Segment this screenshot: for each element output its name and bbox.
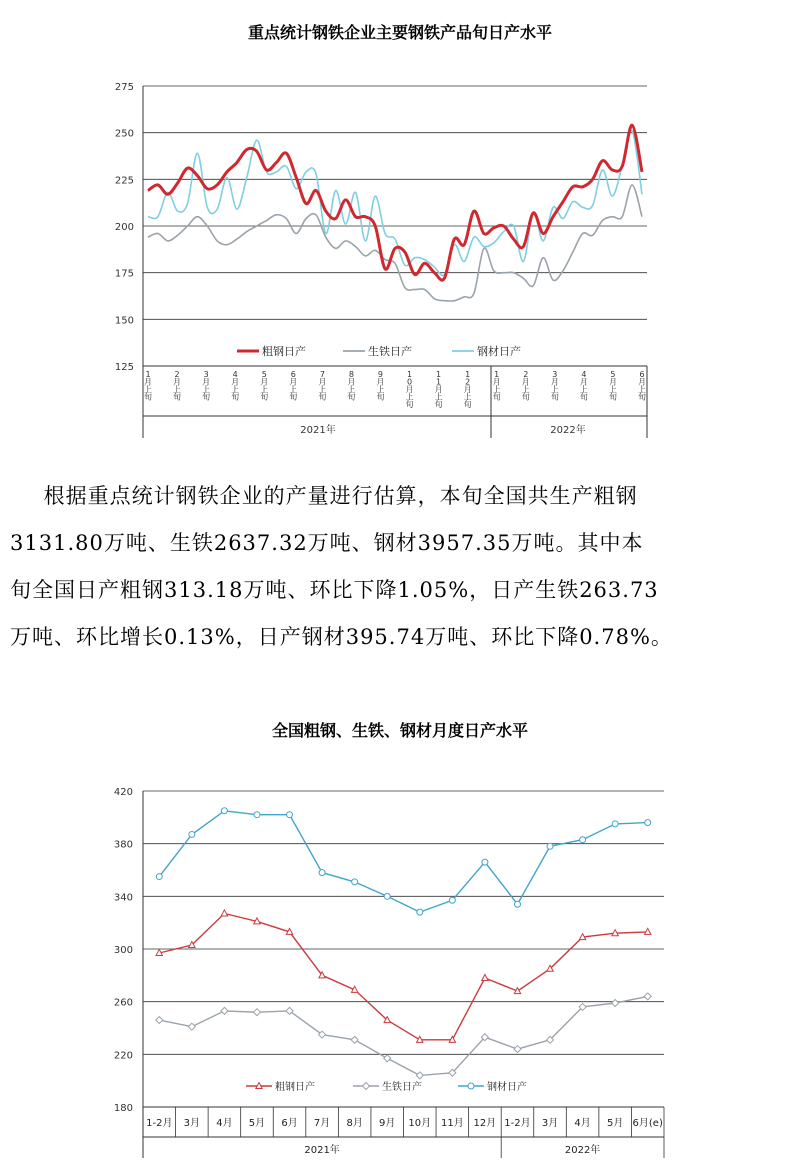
x-tick-label: 旬 <box>144 392 152 402</box>
data-point <box>482 859 488 865</box>
x-tick-label: 6 <box>290 370 296 379</box>
x-tick-label: 上 <box>434 392 443 402</box>
x-tick-label: 4月 <box>574 1118 591 1129</box>
x-tick-label: 7 <box>319 370 325 379</box>
y-tick-label: 125 <box>114 362 134 373</box>
x-tick-label: 月 <box>376 377 385 387</box>
year-label: 2022年 <box>550 425 586 436</box>
legend-label: 钢材日产 <box>487 1082 527 1093</box>
x-tick-label: 12月 <box>473 1118 497 1129</box>
x-tick-label: 旬 <box>376 392 385 402</box>
x-tick-label: 2 <box>523 370 529 379</box>
data-point <box>547 843 553 849</box>
x-tick-label: 6 <box>639 370 645 379</box>
x-tick-label: 2 <box>174 370 180 379</box>
x-tick-label: 旬 <box>231 392 240 402</box>
x-tick-label: 上 <box>463 392 472 402</box>
x-tick-label: 上 <box>347 385 356 394</box>
year-label: 2021年 <box>300 425 336 436</box>
x-tick-label: 11月 <box>440 1118 464 1129</box>
legend-label: 粗钢日产 <box>275 1082 315 1093</box>
x-tick-label: 月 <box>202 377 211 387</box>
x-tick-label: 上 <box>144 385 152 394</box>
y-tick-label: 380 <box>113 839 133 851</box>
paragraph-line: 万吨、环比增长0.13%，日产钢材395.74万吨、环比下降0.78%。 <box>10 625 673 649</box>
x-tick-label: 旬 <box>463 400 472 409</box>
y-tick-label: 175 <box>114 268 134 280</box>
y-tick-label: 250 <box>114 128 134 140</box>
x-tick-label: 4月 <box>216 1118 233 1129</box>
y-tick-label: 340 <box>113 892 133 904</box>
x-tick-label: 9 <box>377 370 384 379</box>
x-tick-label: 月 <box>550 377 559 387</box>
x-tick-label: 上 <box>492 385 501 394</box>
x-tick-label: 3月 <box>541 1118 559 1129</box>
x-tick-label: 旬 <box>289 392 298 402</box>
data-point <box>612 999 619 1006</box>
x-tick-label: 6月(e) <box>632 1118 663 1129</box>
y-tick-label: 200 <box>114 222 134 233</box>
y-tick-label: 180 <box>113 1103 133 1114</box>
x-tick-label: 月 <box>347 377 356 387</box>
x-tick-label: 1 <box>406 370 413 379</box>
data-point <box>449 897 455 903</box>
data-point <box>645 820 651 826</box>
x-tick-label: 7月 <box>313 1118 331 1129</box>
data-point <box>352 879 358 885</box>
x-tick-label: 月 <box>318 377 327 387</box>
x-tick-label: 月 <box>173 377 182 387</box>
x-tick-label: 旬 <box>550 392 559 402</box>
x-tick-label: 1 <box>436 370 442 379</box>
x-tick-label: 上 <box>550 385 559 394</box>
y-tick-label: 225 <box>114 175 134 187</box>
x-tick-label: 月 <box>492 377 501 387</box>
data-point <box>514 1046 521 1053</box>
y-tick-label: 150 <box>114 315 134 327</box>
x-tick-label: 旬 <box>260 392 269 402</box>
x-tick-label: 旬 <box>608 392 617 402</box>
x-tick-label: 旬 <box>492 392 501 402</box>
data-point <box>156 1017 163 1024</box>
x-tick-label: 上 <box>318 385 327 394</box>
x-tick-label: 月 <box>638 377 647 387</box>
x-tick-label: 旬 <box>521 392 530 402</box>
legend-label: 粗钢日产 <box>262 345 306 358</box>
x-tick-label: 2 <box>465 377 471 387</box>
x-tick-label: 旬 <box>638 392 647 402</box>
data-point <box>580 837 586 843</box>
x-tick-label: 5月 <box>606 1118 624 1129</box>
series-line-0 <box>159 914 647 1040</box>
x-tick-label: 月 <box>144 377 152 387</box>
data-point <box>417 909 423 915</box>
x-tick-label: 1 <box>465 370 471 379</box>
x-tick-label: 1 <box>436 377 442 387</box>
x-tick-label: 0 <box>406 377 413 387</box>
legend-label: 生铁日产 <box>382 1082 422 1093</box>
data-point <box>514 901 520 907</box>
legend-marker <box>363 1083 370 1090</box>
x-tick-label: 8月 <box>346 1118 363 1129</box>
x-tick-label: 月 <box>579 377 588 387</box>
x-tick-label: 8 <box>348 370 354 379</box>
x-tick-label: 旬 <box>579 392 588 402</box>
data-point <box>189 831 195 837</box>
x-tick-label: 上 <box>579 385 588 394</box>
series-line-2 <box>159 811 647 912</box>
paragraph-line: 3131.80万吨、生铁2637.32万吨、钢材3957.35万吨。其中本 <box>10 531 644 555</box>
data-point <box>188 1023 195 1030</box>
data-point <box>416 1072 423 1079</box>
x-tick-label: 5 <box>610 370 616 379</box>
x-tick-label: 10月 <box>408 1118 432 1129</box>
x-tick-label: 1 <box>494 370 500 379</box>
legend-label: 钢材日产 <box>477 345 521 358</box>
x-tick-label: 1-2月 <box>504 1118 531 1129</box>
x-tick-label: 上 <box>173 385 182 394</box>
x-tick-label: 3 <box>203 370 209 379</box>
x-tick-label: 旬 <box>202 392 211 402</box>
x-tick-label: 6月 <box>281 1118 298 1129</box>
x-tick-label: 旬 <box>318 392 327 402</box>
x-tick-label: 上 <box>376 385 385 394</box>
legend-label: 生铁日产 <box>368 345 412 358</box>
y-tick-label: 420 <box>113 787 133 798</box>
data-point <box>351 1036 358 1043</box>
data-point <box>612 821 618 827</box>
data-point <box>156 874 162 880</box>
x-tick-label: 上 <box>638 385 647 394</box>
legend-marker <box>468 1083 474 1089</box>
x-tick-label: 旬 <box>347 392 356 402</box>
x-tick-label: 上 <box>289 385 298 394</box>
data-point <box>384 1055 391 1062</box>
y-tick-label: 300 <box>113 945 133 956</box>
data-point <box>644 993 651 1000</box>
chart2-title: 全国粗钢、生铁、钢材月度日产水平 <box>271 721 528 740</box>
year-label: 2022年 <box>564 1145 601 1156</box>
paragraph-line: 旬全国日产粗钢313.18万吨、环比下降1.05%，日产生铁263.73 <box>10 578 659 602</box>
x-tick-label: 旬 <box>173 392 182 402</box>
x-tick-label: 月 <box>434 385 443 394</box>
year-label: 2021年 <box>304 1145 340 1156</box>
x-tick-label: 5月 <box>248 1118 266 1129</box>
x-tick-label: 月 <box>521 377 530 387</box>
x-tick-label: 月 <box>231 377 240 387</box>
chart1-title: 重点统计钢铁企业主要钢铁产品旬日产水平 <box>247 23 552 42</box>
y-tick-label: 220 <box>113 1050 133 1062</box>
x-tick-label: 3 <box>552 370 558 379</box>
data-point <box>287 812 293 818</box>
series-line-1 <box>159 996 647 1075</box>
x-tick-label: 上 <box>202 385 211 394</box>
y-tick-label: 275 <box>114 82 134 93</box>
y-tick-label: 260 <box>113 997 133 1009</box>
x-tick-label: 1-2月 <box>146 1118 173 1129</box>
x-tick-label: 3月 <box>183 1118 201 1129</box>
x-tick-label: 9月 <box>379 1118 396 1129</box>
x-tick-label: 上 <box>231 385 240 394</box>
data-point <box>482 974 488 980</box>
x-tick-label: 月 <box>260 377 269 387</box>
x-tick-label: 月 <box>289 377 298 387</box>
data-point <box>221 910 227 916</box>
x-tick-label: 月 <box>405 385 414 394</box>
paragraph-line: 根据重点统计钢铁企业的产量进行估算，本旬全国共生产粗钢 <box>43 484 638 508</box>
x-tick-label: 上 <box>260 385 269 394</box>
x-tick-label: 月 <box>608 377 617 387</box>
x-tick-label: 1 <box>145 370 151 379</box>
data-point <box>319 870 325 876</box>
data-point <box>253 1009 260 1016</box>
x-tick-label: 旬 <box>434 400 443 409</box>
x-tick-label: 4 <box>581 370 587 379</box>
x-tick-label: 上 <box>405 392 414 402</box>
x-tick-label: 4 <box>232 370 238 379</box>
x-tick-label: 月 <box>463 385 472 394</box>
data-point <box>221 1007 228 1014</box>
x-tick-label: 5 <box>261 370 267 379</box>
x-tick-label: 上 <box>521 385 530 394</box>
x-tick-label: 旬 <box>405 400 414 409</box>
data-point <box>254 812 260 818</box>
data-point <box>221 808 227 814</box>
data-point <box>384 893 390 899</box>
x-tick-label: 上 <box>608 385 617 394</box>
